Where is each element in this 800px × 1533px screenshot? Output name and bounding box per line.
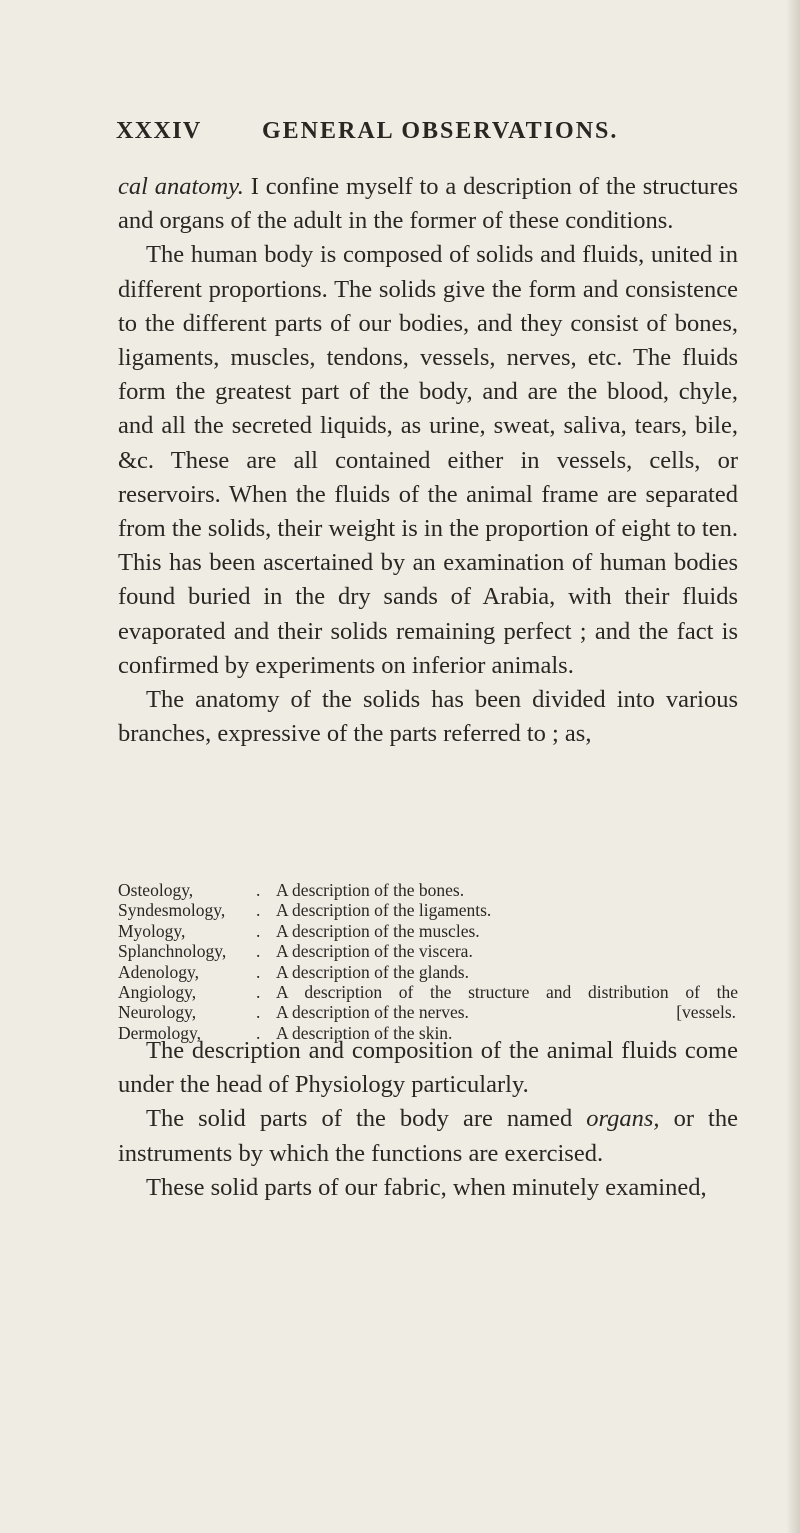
branch-description-text: A description of the ligaments.: [276, 900, 492, 921]
branch-term: Dermology,: [118, 1022, 201, 1043]
branch-description-text: A description of the bones.: [276, 880, 465, 900]
page-number: XXXIV: [116, 118, 202, 144]
table-row: [118, 900, 738, 920]
table-row: [118, 921, 738, 941]
table-row: [118, 941, 738, 961]
wrapped-word: [vessels.: [676, 1002, 736, 1023]
branch-term: Neurology,: [118, 1002, 197, 1023]
running-title: GENERAL OBSERVATIONS.: [262, 118, 619, 144]
branch-term: Angiology,: [118, 981, 197, 1002]
branch-description-text: A description of the structure and distribution of the: [276, 981, 738, 1002]
paragraph-solids-fluids: The human body is composed of solids and fluids, united in different proportions. The solids give the form and consistence to the different parts of our bodies, and they consist of bones, ligaments, muscles, tendons, vessels, nerves, etc. The fluids form the greatest part of the body, and are the blood, chyle, and all the secreted liquids, as urine, sweat, saliva, tears, bile, &c. These are all contained either in vessels, cells, or reservoirs. When the fluids of the animal frame are separated from the solids, their weight is in the proportion of eight to ten. This has been ascertained by an examination of human bodies found buried in the dry sands of Arabia, with their fluids evaporated and their solids remaining perfect ; and the fact is confirmed by experiments on inferior animals.: [118, 241, 738, 679]
branch-description: [276, 941, 738, 961]
branch-description: [276, 900, 738, 920]
paragraph-continued: [118, 170, 738, 238]
leader-dot: .: [256, 900, 261, 921]
branch-description: [276, 880, 738, 900]
branch-term: Osteology,: [118, 880, 194, 900]
paragraph-organs: [118, 1102, 738, 1170]
branch-description-text: A description of the viscera.: [276, 941, 473, 962]
paragraph-text: I confine myself to a description of the structures and organs of the adult in the former of these conditions.: [118, 173, 738, 235]
italic-phrase: cal anatomy.: [118, 173, 244, 200]
branch-term: Myology,: [118, 920, 186, 941]
branch-description-text: A description of the glands.: [276, 961, 469, 982]
italic-term-organs: organs,: [586, 1105, 660, 1133]
leader-dot: .: [256, 1002, 261, 1023]
leader-dot: .: [256, 981, 261, 1002]
leader-dot: .: [256, 961, 261, 982]
branch-description: [276, 982, 738, 1002]
leader-dot: .: [256, 920, 261, 941]
branch-description: [276, 962, 738, 982]
leader-dot: .: [256, 1022, 261, 1043]
branch-description-text: A description of the muscles.: [276, 920, 480, 941]
paragraph-branches-intro: The anatomy of the solids has been divided into various branches, expressive of the parts referred to ; as,: [118, 686, 738, 748]
body-text-lower: [118, 1034, 738, 1205]
branch-description-text: A description of the nerves.: [276, 1002, 469, 1023]
branch-term: Adenology,: [118, 961, 200, 982]
leader-dot: .: [256, 941, 261, 962]
table-row: [118, 880, 738, 900]
paragraph-fluids-physiology: The description and composition of the animal fluids come under the head of Physiology particularly.: [118, 1037, 738, 1099]
anatomy-branches-table: [118, 880, 738, 1043]
branch-description: [276, 1002, 738, 1022]
body-text-upper: [118, 170, 738, 751]
page-edge-shadow: [786, 0, 800, 1533]
running-head: [116, 118, 736, 148]
paragraph-solid-parts: These solid parts of our fabric, when minutely examined,: [146, 1173, 707, 1201]
branch-description: [276, 921, 738, 941]
paragraph-text: or the instruments by which the functions are exercised.: [118, 1105, 738, 1167]
table-row: [118, 1002, 738, 1022]
leader-dot: .: [256, 880, 261, 900]
branch-term: Splanchnology,: [118, 941, 227, 962]
table-row: [118, 982, 738, 1002]
paragraph-text: The solid parts of the body are named: [146, 1105, 587, 1133]
branch-description-text: A description of the skin.: [276, 1022, 453, 1043]
table-row: [118, 962, 738, 982]
branch-term: Syndesmology,: [118, 900, 226, 921]
